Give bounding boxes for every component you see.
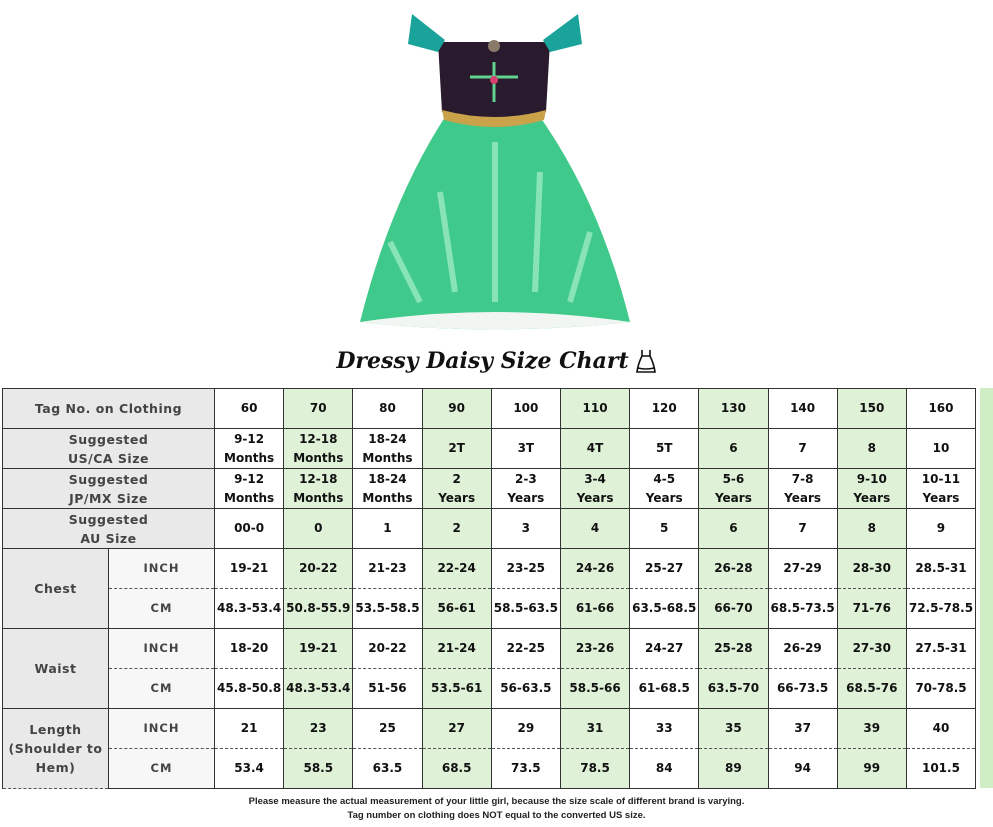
chest-inch-cell — [837, 549, 906, 589]
chest-cm-cell-text: 58.5-63.5 — [493, 601, 558, 615]
jp-size-cell-text: Months — [224, 490, 275, 505]
chest-cm-cell-text: 72.5-78.5 — [908, 601, 974, 615]
au-size-cell — [215, 509, 284, 549]
waist-inch-cell-text: 25-28 — [714, 641, 753, 655]
length-inch-cell-text: 35 — [725, 721, 742, 735]
waist-cm-cell — [422, 669, 491, 709]
tag-cell — [699, 389, 768, 429]
chest-inch-cell — [353, 549, 422, 589]
jp-size-cell-text: Years — [853, 490, 891, 505]
tag-cell-text: 90 — [448, 401, 465, 415]
jp-size-cell — [906, 469, 975, 509]
tag-header — [3, 389, 215, 429]
waist-cm-cell-text: 51-56 — [368, 681, 407, 695]
length-inch-cell — [906, 709, 975, 749]
tag-cell — [353, 389, 422, 429]
tag-cell — [215, 389, 284, 429]
size-notes — [0, 795, 993, 823]
unit-cm-text: CM — [150, 601, 173, 615]
length-cm-cell — [491, 749, 560, 789]
waist-cm-cell-text: 70-78.5 — [915, 681, 967, 695]
tag-cell — [284, 389, 353, 429]
chest-inch-cell-text: 28.5-31 — [915, 561, 967, 575]
au-size-cell-text: 00-0 — [234, 521, 265, 535]
au-size-cell — [560, 509, 629, 549]
au-size-header — [3, 509, 215, 549]
unit-inch — [109, 549, 215, 589]
waist-inch-cell-text: 22-25 — [506, 641, 546, 655]
tag-cell — [768, 389, 837, 429]
chest-inch-cell-text: 25-27 — [645, 561, 684, 575]
au-size-cell-text: 6 — [729, 521, 738, 535]
us-size-header-text: Suggested — [68, 431, 149, 447]
length-cm-cell-text: 99 — [863, 761, 881, 775]
length-inch-cell — [768, 709, 837, 749]
unit-cm-text: CM — [150, 761, 173, 775]
waist-inch-cell — [837, 629, 906, 669]
table-row — [3, 509, 976, 549]
chest-cm-cell-text: 63.5-68.5 — [632, 601, 697, 615]
au-size-cell-text: 7 — [798, 521, 807, 535]
us-size-cell — [284, 429, 353, 469]
jp-size-cell — [630, 469, 699, 509]
tag-cell — [422, 389, 491, 429]
table-row — [3, 549, 976, 589]
jp-size-cell — [353, 469, 422, 509]
chest-cm-cell — [630, 589, 699, 629]
chest-cm-cell-text: 48.3-53.4 — [216, 601, 282, 615]
waist-inch-cell-text: 26-29 — [783, 641, 822, 655]
waist-cm-cell — [284, 669, 353, 709]
waist-inch-cell-text: 20-22 — [368, 641, 407, 655]
chest-inch-cell — [906, 549, 975, 589]
tag-cell-text: 140 — [790, 401, 816, 415]
title-text: Dressy Daisy Size Chart — [336, 348, 629, 374]
us-size-cell-text: 8 — [867, 441, 876, 455]
length-header — [3, 709, 109, 789]
au-size-cell — [699, 509, 768, 549]
chest-inch-cell-text: 19-21 — [229, 561, 269, 575]
length-inch-cell-text: 27 — [448, 721, 465, 735]
chest-inch-cell-text: 20-22 — [299, 561, 338, 575]
us-size-cell — [491, 429, 560, 469]
length-header-text: Length (Shoulder to Hem) — [8, 722, 103, 775]
length-inch-cell — [837, 709, 906, 749]
length-cm-cell — [560, 749, 629, 789]
waist-cm-cell — [560, 669, 629, 709]
jp-size-cell-text: 9-12 — [234, 471, 265, 486]
size-chart-table — [2, 388, 976, 789]
us-size-header — [3, 429, 215, 469]
chest-cm-cell — [837, 589, 906, 629]
length-cm-cell — [768, 749, 837, 789]
length-cm-cell-text: 101.5 — [921, 761, 960, 775]
waist-cm-cell — [768, 669, 837, 709]
au-size-cell — [837, 509, 906, 549]
table-row — [3, 389, 976, 429]
waist-cm-cell — [837, 669, 906, 709]
waist-cm-cell — [906, 669, 975, 709]
jp-size-cell-text: 5-6 — [722, 471, 745, 486]
jp-size-cell-text: Months — [362, 490, 413, 505]
us-size-cell-text: Months — [224, 450, 275, 465]
jp-size-cell-text: 18-24 — [368, 471, 407, 486]
waist-cm-cell — [630, 669, 699, 709]
us-size-cell — [630, 429, 699, 469]
table-row — [3, 469, 976, 509]
table-row — [3, 589, 976, 629]
unit-cm — [109, 669, 215, 709]
us-size-cell — [422, 429, 491, 469]
waist-inch-cell — [284, 629, 353, 669]
tag-header-text: Tag No. on Clothing — [34, 401, 183, 416]
unit-inch — [109, 709, 215, 749]
chest-inch-cell-text: 24-26 — [575, 561, 615, 575]
waist-inch-cell-text: 21-24 — [437, 641, 476, 655]
length-inch-cell-text: 40 — [932, 721, 950, 735]
au-size-cell-text: 1 — [383, 521, 392, 535]
unit-cm — [109, 749, 215, 789]
unit-inch-text: INCH — [143, 721, 180, 735]
length-cm-cell-text: 53.4 — [234, 761, 264, 775]
au-size-cell — [284, 509, 353, 549]
length-inch-cell-text: 29 — [517, 721, 535, 735]
jp-size-cell-text: Years — [576, 490, 614, 505]
length-inch-cell-text: 31 — [586, 721, 604, 735]
jp-size-cell-text: 9-10 — [856, 471, 887, 486]
size-chart-title — [0, 348, 993, 374]
waist-cm-cell — [699, 669, 768, 709]
chest-inch-cell — [560, 549, 629, 589]
jp-size-cell — [284, 469, 353, 509]
length-cm-cell — [630, 749, 699, 789]
waist-inch-cell — [422, 629, 491, 669]
chest-inch-cell-text: 28-30 — [852, 561, 891, 575]
table-row — [3, 669, 976, 709]
jp-size-cell-text: Years — [645, 490, 683, 505]
length-cm-cell-text: 84 — [655, 761, 673, 775]
length-cm-cell-text: 63.5 — [372, 761, 403, 775]
length-cm-cell-text: 58.5 — [303, 761, 334, 775]
jp-size-cell-text: Years — [438, 490, 476, 505]
au-size-cell-text: 0 — [314, 521, 323, 535]
note-tag: Tag number on clothing does NOT equal to the converted US size. — [347, 810, 646, 821]
table-row — [3, 429, 976, 469]
waist-cm-cell-text: 56-63.5 — [500, 681, 552, 695]
chest-cm-cell — [215, 589, 284, 629]
us-size-cell — [768, 429, 837, 469]
waist-inch-cell — [215, 629, 284, 669]
dress-product-image — [350, 2, 640, 332]
jp-size-cell — [768, 469, 837, 509]
chest-inch-cell — [491, 549, 560, 589]
waist-cm-cell-text: 61-68.5 — [638, 681, 690, 695]
unit-cm — [109, 589, 215, 629]
au-size-cell-text: 4 — [590, 521, 600, 535]
waist-inch-cell-text: 18-20 — [229, 641, 269, 655]
waist-inch-cell — [630, 629, 699, 669]
au-size-cell-text: 8 — [867, 521, 876, 535]
au-size-cell — [906, 509, 975, 549]
waist-header — [3, 629, 109, 709]
table-row — [3, 709, 976, 749]
length-cm-cell — [215, 749, 284, 789]
au-size-cell-text: 3 — [521, 521, 531, 535]
tag-cell-text: 150 — [859, 401, 885, 415]
jp-size-cell-text: 3-4 — [584, 471, 606, 486]
waist-inch-cell — [768, 629, 837, 669]
us-size-cell — [906, 429, 975, 469]
length-inch-cell-text: 39 — [863, 721, 881, 735]
chest-header — [3, 549, 109, 629]
length-inch-cell — [630, 709, 699, 749]
jp-size-cell-text: Years — [922, 490, 960, 505]
waist-inch-cell — [906, 629, 975, 669]
waist-inch-cell — [491, 629, 560, 669]
us-size-cell-text: 18-24 — [368, 431, 407, 446]
waist-cm-cell-text: 63.5-70 — [707, 681, 760, 695]
unit-inch-text: INCH — [143, 561, 180, 575]
chest-inch-cell-text: 22-24 — [437, 561, 476, 575]
tag-cell-text: 120 — [651, 401, 677, 415]
waist-cm-cell — [491, 669, 560, 709]
tag-cell — [906, 389, 975, 429]
waist-inch-cell — [699, 629, 768, 669]
chest-inch-cell — [630, 549, 699, 589]
tag-cell — [560, 389, 629, 429]
chest-cm-cell — [422, 589, 491, 629]
table-row — [3, 749, 976, 789]
tag-cell-text: 60 — [240, 401, 258, 415]
us-size-cell-text: 3T — [517, 441, 535, 455]
chest-cm-cell-text: 68.5-73.5 — [770, 601, 835, 615]
length-cm-cell-text: 73.5 — [511, 761, 541, 775]
waist-inch-cell-text: 24-27 — [645, 641, 684, 655]
jp-size-cell-text: Years — [507, 490, 545, 505]
jp-size-cell-text: 10-11 — [921, 471, 961, 486]
dress-icon — [635, 348, 657, 374]
length-inch-cell-text: 37 — [794, 721, 811, 735]
waist-cm-cell-text: 53.5-61 — [431, 681, 483, 695]
chest-cm-cell-text: 66-70 — [714, 601, 753, 615]
chest-inch-cell-text: 26-28 — [714, 561, 753, 575]
us-size-cell-text: 12-18 — [299, 431, 338, 446]
chest-cm-cell — [560, 589, 629, 629]
waist-inch-cell-text: 19-21 — [299, 641, 338, 655]
chest-cm-cell-text: 53.5-58.5 — [355, 601, 420, 615]
chest-inch-cell — [422, 549, 491, 589]
jp-size-cell-text: 2-3 — [515, 471, 537, 486]
note-measure: Please measure the actual measurement of your little girl, because the size scale of different brand is varying. — [248, 796, 745, 807]
us-size-cell — [699, 429, 768, 469]
tag-cell — [837, 389, 906, 429]
us-size-cell-text: 2T — [448, 441, 465, 455]
tag-cell-text: 80 — [379, 401, 396, 415]
jp-size-cell-text: Years — [714, 490, 752, 505]
waist-cm-cell-text: 45.8-50.8 — [216, 681, 282, 695]
us-size-header-text: US/CA Size — [68, 450, 149, 466]
us-size-cell — [560, 429, 629, 469]
length-inch-cell-text: 33 — [655, 721, 673, 735]
chest-cm-cell — [768, 589, 837, 629]
length-inch-cell — [699, 709, 768, 749]
chest-inch-cell-text: 27-29 — [783, 561, 822, 575]
waist-cm-cell-text: 48.3-53.4 — [286, 681, 351, 695]
unit-inch — [109, 629, 215, 669]
unit-inch-text: INCH — [143, 641, 180, 655]
chest-inch-cell — [215, 549, 284, 589]
length-inch-cell-text: 21 — [240, 721, 258, 735]
tag-cell-text: 70 — [309, 401, 327, 415]
length-cm-cell-text: 94 — [794, 761, 811, 775]
jp-size-cell-text: Months — [293, 490, 344, 505]
jp-size-cell-text: Years — [784, 490, 822, 505]
au-size-cell — [768, 509, 837, 549]
chest-cm-cell — [353, 589, 422, 629]
jp-size-cell-text: 7-8 — [791, 471, 814, 486]
decorative-stripe — [980, 388, 993, 788]
length-cm-cell — [353, 749, 422, 789]
length-cm-cell-text: 68.5 — [441, 761, 472, 775]
jp-size-header-text: Suggested — [68, 471, 149, 487]
us-size-cell-text: 6 — [729, 441, 738, 455]
length-cm-cell — [699, 749, 768, 789]
length-cm-cell-text: 78.5 — [580, 761, 610, 775]
jp-size-cell — [491, 469, 560, 509]
chest-cm-cell — [284, 589, 353, 629]
tag-cell-text: 100 — [513, 401, 539, 415]
us-size-cell-text: Months — [293, 450, 344, 465]
us-size-cell-text: 9-12 — [234, 431, 265, 446]
us-size-cell — [837, 429, 906, 469]
chest-cm-cell-text: 56-61 — [437, 601, 476, 615]
waist-inch-cell-text: 27.5-31 — [915, 641, 967, 655]
tag-cell-text: 130 — [720, 401, 746, 415]
jp-size-header — [3, 469, 215, 509]
au-size-cell-text: 2 — [452, 521, 461, 535]
length-inch-cell — [353, 709, 422, 749]
waist-inch-cell-text: 23-26 — [575, 641, 615, 655]
unit-cm-text: CM — [150, 681, 173, 695]
us-size-cell-text: 10 — [932, 441, 950, 455]
chest-inch-cell — [284, 549, 353, 589]
waist-header-text: Waist — [34, 661, 77, 676]
length-cm-cell — [837, 749, 906, 789]
chest-inch-cell-text: 23-25 — [506, 561, 546, 575]
waist-cm-cell — [215, 669, 284, 709]
chest-cm-cell — [699, 589, 768, 629]
tag-cell — [491, 389, 560, 429]
waist-inch-cell — [353, 629, 422, 669]
tag-cell-text: 110 — [582, 401, 608, 415]
au-size-cell — [353, 509, 422, 549]
chest-cm-cell — [906, 589, 975, 629]
au-size-header-text: AU Size — [80, 530, 137, 546]
jp-size-cell — [560, 469, 629, 509]
au-size-cell — [630, 509, 699, 549]
au-size-cell — [491, 509, 560, 549]
us-size-cell-text: Months — [362, 450, 413, 465]
length-inch-cell-text: 23 — [309, 721, 327, 735]
au-size-header-text: Suggested — [68, 511, 149, 527]
chest-cm-cell — [491, 589, 560, 629]
us-size-cell — [353, 429, 422, 469]
jp-size-cell — [837, 469, 906, 509]
length-cm-cell — [284, 749, 353, 789]
waist-inch-cell-text: 27-30 — [852, 641, 891, 655]
chest-inch-cell-text: 21-23 — [368, 561, 407, 575]
length-cm-cell — [906, 749, 975, 789]
tag-cell-text: 160 — [928, 401, 954, 415]
chest-cm-cell-text: 50.8-55.9 — [286, 601, 351, 615]
length-inch-cell — [560, 709, 629, 749]
waist-cm-cell-text: 66-73.5 — [776, 681, 829, 695]
waist-inch-cell — [560, 629, 629, 669]
au-size-cell-text: 5 — [660, 521, 669, 535]
us-size-cell-text: 7 — [798, 441, 807, 455]
jp-size-cell — [215, 469, 284, 509]
us-size-cell — [215, 429, 284, 469]
waist-cm-cell-text: 58.5-66 — [569, 681, 621, 695]
jp-size-cell — [422, 469, 491, 509]
jp-size-header-text: JP/MX Size — [69, 490, 148, 506]
jp-size-cell-text: 2 — [452, 471, 461, 486]
length-cm-cell — [422, 749, 491, 789]
waist-cm-cell-text: 68.5-76 — [846, 681, 898, 695]
us-size-cell-text: 5T — [655, 441, 673, 455]
length-inch-cell — [491, 709, 560, 749]
waist-cm-cell — [353, 669, 422, 709]
table-row — [3, 629, 976, 669]
length-cm-cell-text: 89 — [725, 761, 742, 775]
au-size-cell — [422, 509, 491, 549]
jp-size-cell — [699, 469, 768, 509]
au-size-cell-text: 9 — [936, 521, 946, 535]
chest-inch-cell — [768, 549, 837, 589]
us-size-cell-text: 4T — [586, 441, 604, 455]
length-inch-cell — [215, 709, 284, 749]
length-inch-cell-text: 25 — [379, 721, 396, 735]
jp-size-cell-text: 12-18 — [299, 471, 338, 486]
length-inch-cell — [284, 709, 353, 749]
chest-cm-cell-text: 61-66 — [575, 601, 615, 615]
chest-inch-cell — [699, 549, 768, 589]
tag-cell — [630, 389, 699, 429]
length-inch-cell — [422, 709, 491, 749]
chest-header-text: Chest — [34, 581, 77, 596]
jp-size-cell-text: 4-5 — [653, 471, 676, 486]
chest-cm-cell-text: 71-76 — [852, 601, 891, 615]
